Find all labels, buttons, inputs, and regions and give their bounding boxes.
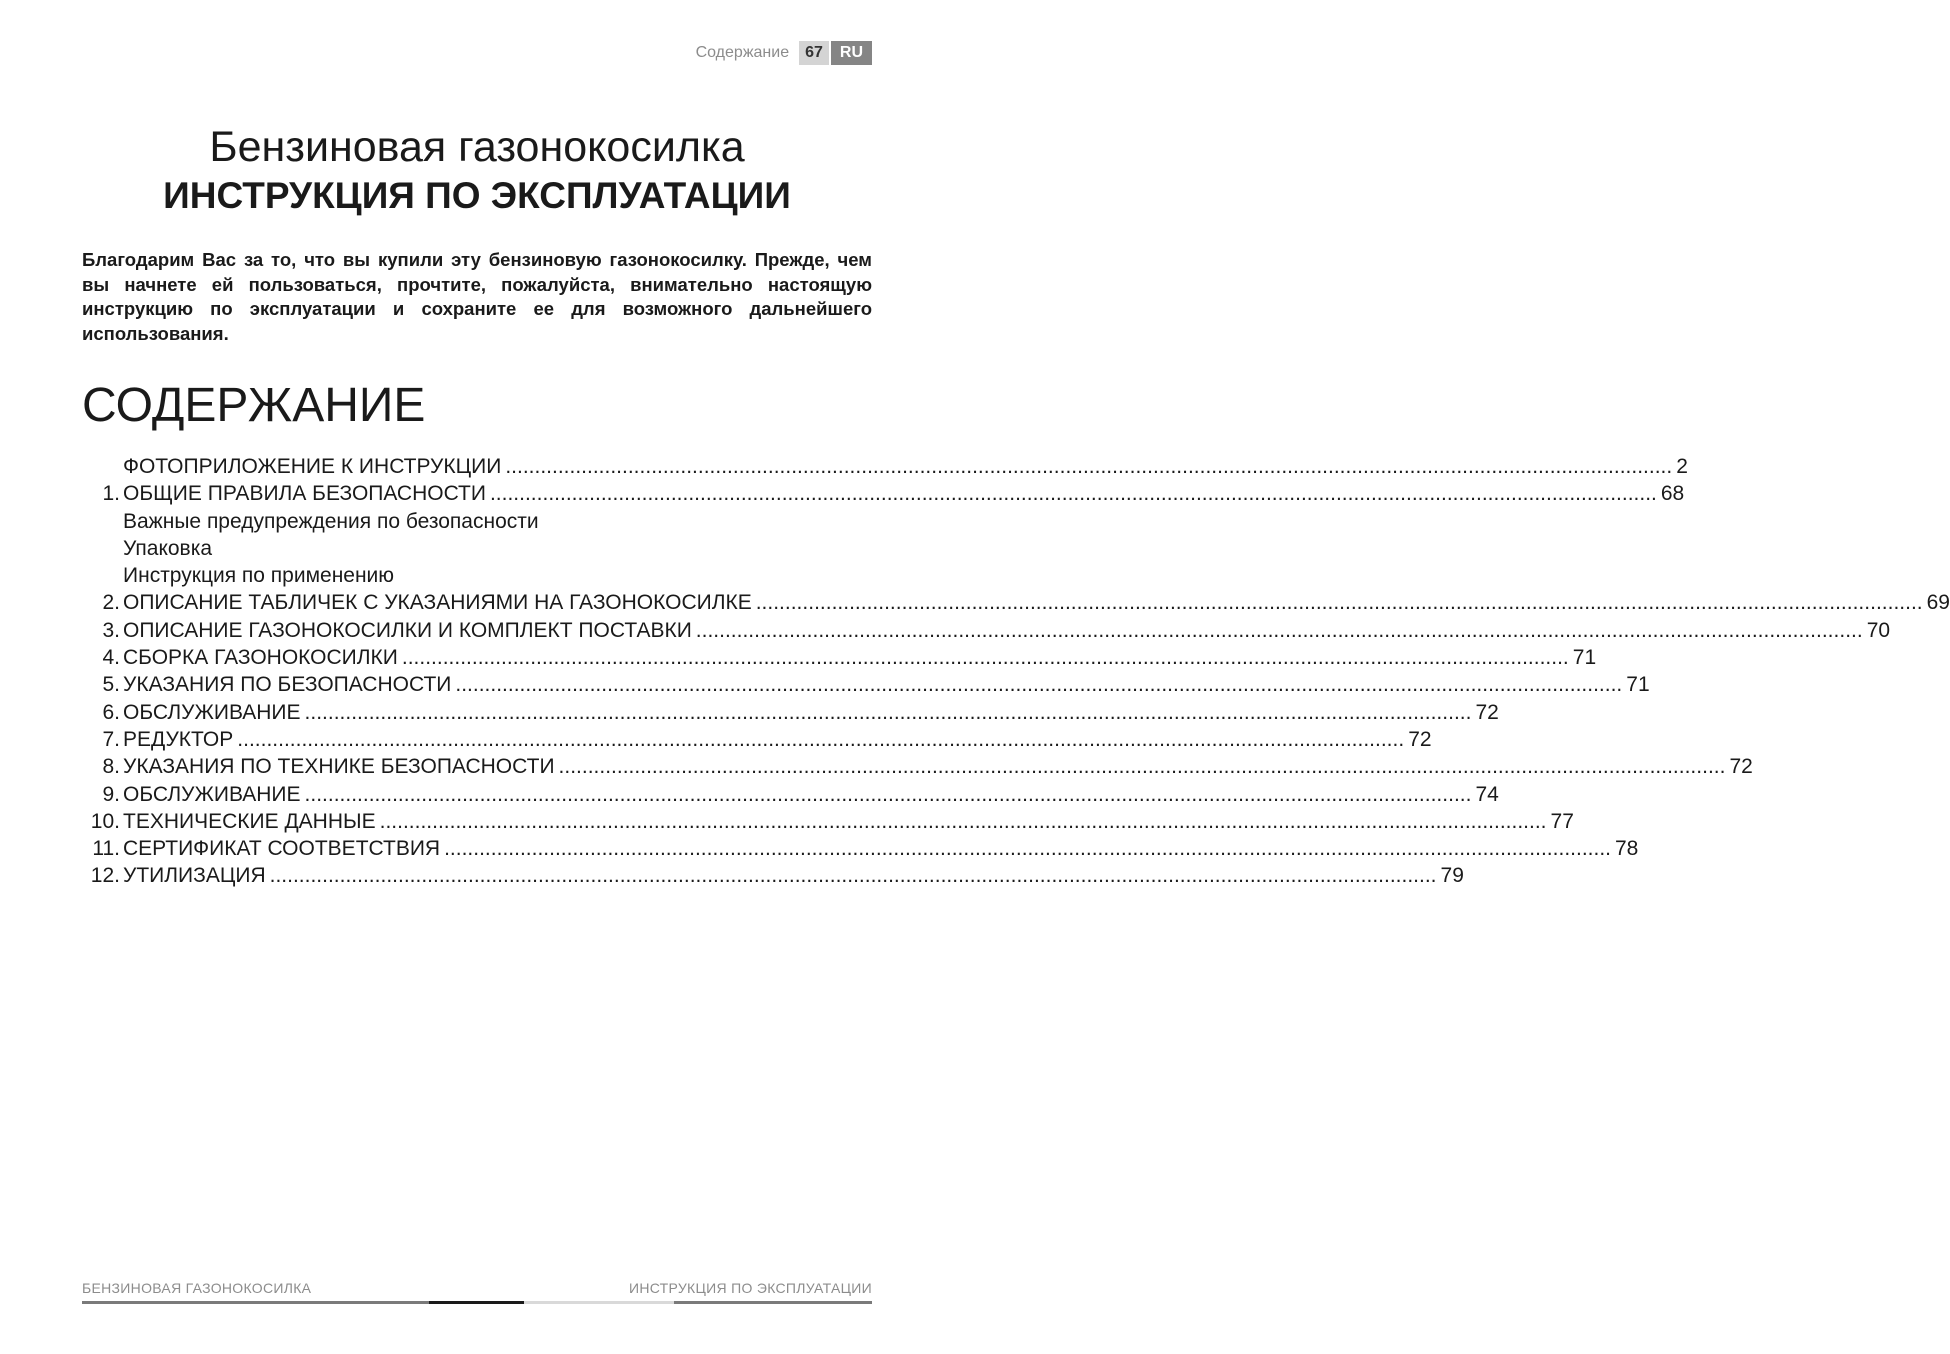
document-title xyxy=(0,122,954,220)
toc-entry-number xyxy=(82,508,123,535)
footer-divider xyxy=(82,1301,872,1304)
toc-entry-leader-dots: ........................................................................................................................................................................................................ xyxy=(269,864,1437,888)
toc-entry-label: УКАЗАНИЯ ПО БЕЗОПАСНОСТИ xyxy=(123,673,452,697)
toc-entry xyxy=(82,671,1650,698)
toc-entry-leader-dots: ........................................................................................................................................................................................................ xyxy=(695,618,1863,642)
header-section-title: Содержание xyxy=(695,44,790,61)
toc-entry xyxy=(82,808,1574,835)
toc-entry-label: Упаковка xyxy=(123,536,213,560)
toc-entry-number: 9. xyxy=(102,782,120,806)
toc-entry-leader-dots: ........................................................................................................................................................................................................ xyxy=(401,646,1569,670)
toc-entry xyxy=(82,589,1950,616)
toc-entry-number xyxy=(82,562,123,589)
toc-entry xyxy=(82,480,1685,507)
toc-entry xyxy=(82,862,1464,889)
toc-entry-number: 2. xyxy=(102,591,120,615)
toc-entry-label: УТИЛИЗАЦИЯ xyxy=(123,864,266,888)
toc-entry xyxy=(82,562,872,589)
header-page-number: 67 xyxy=(799,41,829,65)
toc-entry xyxy=(82,753,1753,780)
toc-entry-number: 4. xyxy=(102,646,120,670)
toc-entry xyxy=(82,535,872,562)
toc-entry-label: ТЕХНИЧЕСКИЕ ДАННЫЕ xyxy=(123,809,376,833)
toc-entry-number: 7. xyxy=(102,727,120,751)
toc-entry-number: 6. xyxy=(102,700,120,724)
header-language-badge: RU xyxy=(831,41,872,65)
toc-entry-page: 71 xyxy=(1572,646,1597,670)
toc-entry-page: 2 xyxy=(1676,455,1688,478)
toc-entry-label: ОБСЛУЖИВАНИЕ xyxy=(123,782,301,806)
toc-entry-page: 68 xyxy=(1660,482,1685,506)
toc-entry-page: 72 xyxy=(1408,727,1432,751)
toc-entry-number: 1. xyxy=(102,482,120,506)
title-product: Бензиновая газонокосилка xyxy=(209,123,745,171)
toc-entry-number: 3. xyxy=(102,618,120,642)
toc-entry xyxy=(82,781,1499,808)
toc-entry-label: УКАЗАНИЯ ПО ТЕХНИКЕ БЕЗОПАСНОСТИ xyxy=(123,755,555,779)
toc-entry-number: 12. xyxy=(90,864,120,888)
toc-entry-number xyxy=(82,535,123,562)
toc-entry-label: ОПИСАНИЕ ГАЗОНОКОСИЛКИ И КОМПЛЕКТ ПОСТАВКИ xyxy=(123,618,692,642)
toc-entry-leader-dots: ........................................................................................................................................................................................................ xyxy=(489,482,1657,506)
table-of-contents xyxy=(82,453,1950,890)
toc-entry-label: Инструкция по применению xyxy=(123,564,395,588)
toc-entry-label: Важные предупреждения по безопасности xyxy=(123,509,539,533)
toc-entry-page: 71 xyxy=(1626,673,1650,697)
toc-entry xyxy=(82,835,1639,862)
footer-bar-segment-mid2 xyxy=(674,1301,872,1304)
toc-entry-page: 72 xyxy=(1475,700,1499,724)
toc-entry-leader-dots: ........................................................................................................................................................................................................ xyxy=(755,591,1923,615)
footer-right-text: ИНСТРУКЦИЯ ПО ЭКСПЛУАТАЦИИ xyxy=(628,1280,872,1296)
toc-entry-leader-dots: ........................................................................................................................................................................................................ xyxy=(304,782,1472,806)
intro-paragraph: Благодарим Вас за то, что вы купили эту бензиновую газонокосилку. Прежде, чем вы начнете ей пользоваться, прочтите, пожалуйста, внимательно настоящую инструкцию по эксплуатации и сохраните ее для возможного дальнейшего использования. xyxy=(82,249,872,344)
toc-entry xyxy=(82,453,1688,480)
toc-entry-leader-dots: ........................................................................................................................................................................................................ xyxy=(237,727,1405,751)
toc-entry xyxy=(82,726,1432,753)
toc-entry-label: ОБЩИЕ ПРАВИЛА БЕЗОПАСНОСТИ xyxy=(123,482,486,506)
toc-heading: СОДЕРЖАНИЕ xyxy=(82,379,426,432)
toc-entry-page: 72 xyxy=(1729,755,1753,779)
toc-entry xyxy=(82,617,1891,644)
toc-entry-label: ОПИСАНИЕ ТАБЛИЧЕК С УКАЗАНИЯМИ НА ГАЗОНОКОСИЛКЕ xyxy=(123,591,752,615)
toc-entry xyxy=(82,644,1597,671)
toc-entry-page: 70 xyxy=(1866,618,1891,642)
footer-bar-segment-dark xyxy=(429,1301,524,1304)
title-manual: ИНСТРУКЦИЯ ПО ЭКСПЛУАТАЦИИ xyxy=(163,175,791,216)
toc-entry-page: 79 xyxy=(1440,864,1464,888)
footer-bar-segment-mid xyxy=(82,1301,429,1304)
toc-entry-label: СБОРКА ГАЗОНОКОСИЛКИ xyxy=(123,646,398,670)
footer-bar-segment-light xyxy=(524,1301,674,1304)
toc-entry-number: 8. xyxy=(102,755,120,779)
toc-entry-label: СЕРТИФИКАТ СООТВЕТСТВИЯ xyxy=(123,837,441,861)
toc-entry-number: 5. xyxy=(102,673,120,697)
toc-entry-number xyxy=(82,453,123,480)
toc-entry-page: 69 xyxy=(1926,591,1950,615)
toc-entry-leader-dots: ........................................................................................................................................................................................................ xyxy=(558,755,1726,779)
toc-entry-page: 78 xyxy=(1615,837,1639,861)
page-header xyxy=(696,41,872,65)
toc-entry-leader-dots: ........................................................................................................................................................................................................ xyxy=(379,809,1547,833)
footer-left-text: БЕНЗИНОВАЯ ГАЗОНОКОСИЛКА xyxy=(82,1280,312,1296)
toc-entry-number: 10. xyxy=(90,809,120,833)
toc-entry xyxy=(82,699,1499,726)
toc-entry-label: РЕДУКТОР xyxy=(123,727,234,751)
toc-entry-leader-dots: ........................................................................................................................................................................................................ xyxy=(444,837,1611,861)
toc-entry xyxy=(82,508,872,535)
toc-entry-leader-dots: ........................................................................................................................................................................................................ xyxy=(304,700,1472,724)
toc-entry-number: 11. xyxy=(92,837,120,861)
toc-entry-label: ОБСЛУЖИВАНИЕ xyxy=(123,700,301,724)
toc-entry-label: ФОТОПРИЛОЖЕНИЕ К ИНСТРУКЦИИ xyxy=(123,455,502,478)
toc-entry-leader-dots: ........................................................................................................................................................................................................ xyxy=(505,455,1673,478)
toc-entry-page: 77 xyxy=(1550,809,1574,833)
toc-entry-leader-dots: ........................................................................................................................................................................................................ xyxy=(455,673,1623,697)
toc-entry-page: 74 xyxy=(1475,782,1499,806)
